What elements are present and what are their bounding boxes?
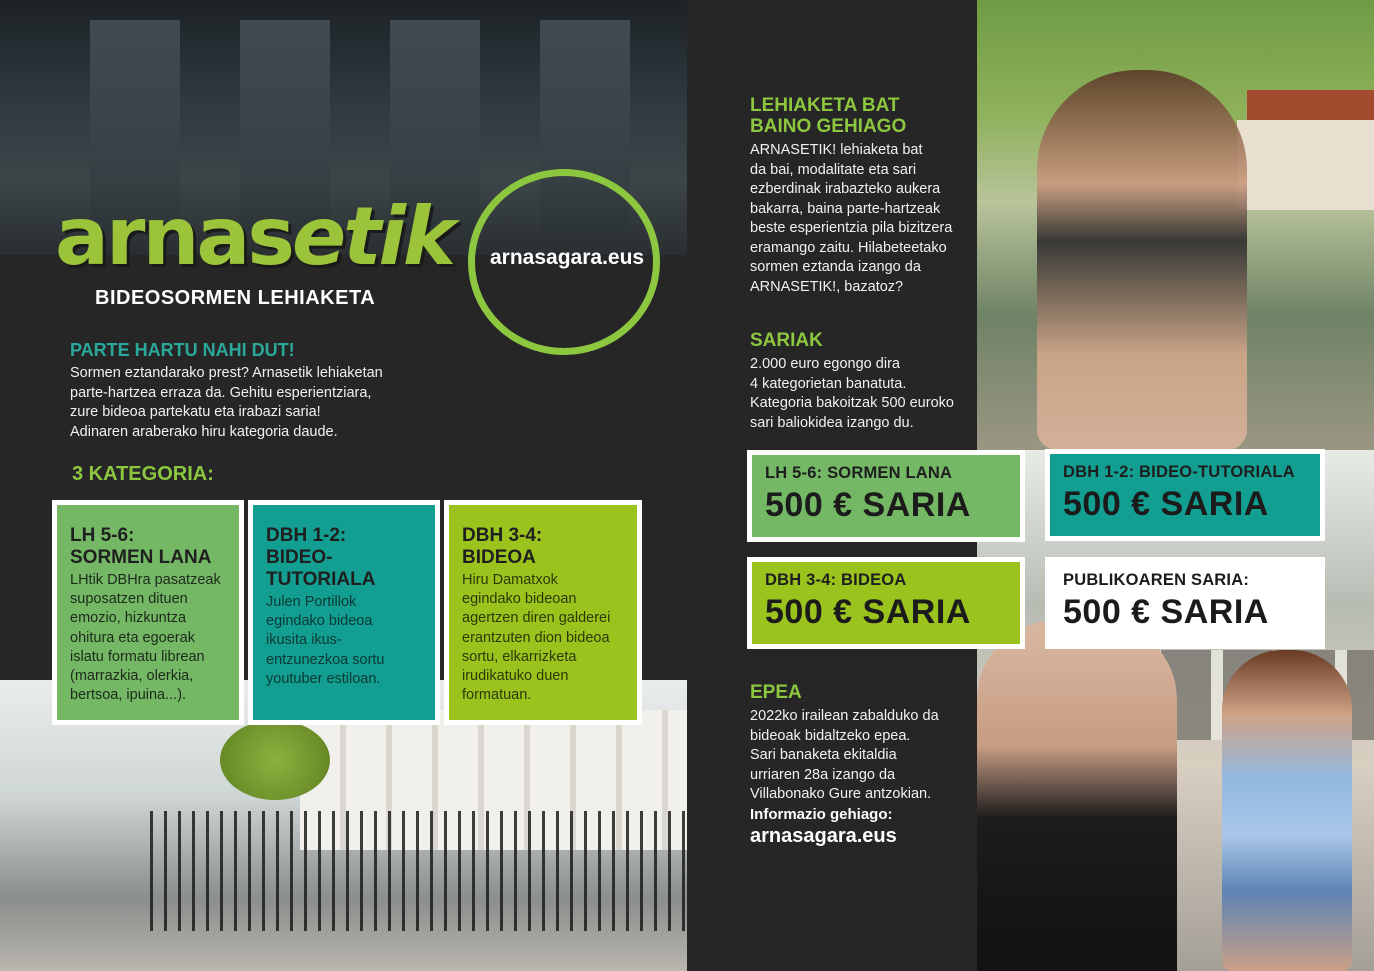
prizes-line: 2.000 euro egongo dira xyxy=(750,356,900,372)
more-line: da bai, modalitate eta sari xyxy=(750,161,917,178)
prizes-line: 4 kategorietan banatuta. xyxy=(750,375,907,392)
prize-label: LH 5-6: SORMEN LANA xyxy=(765,464,953,482)
more-heading xyxy=(750,95,990,137)
category-line: agertzen diren galderei xyxy=(462,610,611,627)
category-text xyxy=(266,593,423,689)
deadline-line: bideoak bidaltzeko epea. xyxy=(750,727,911,744)
boy-figure xyxy=(977,620,1177,971)
category-title-line: BIDEOA xyxy=(462,547,536,568)
category-line: ohitura eta egoerak xyxy=(70,629,195,646)
more-line: ezberdinak irabazteko aukera xyxy=(750,181,941,197)
category-line: Hiru Damatxok xyxy=(462,572,558,588)
arnasetik-logo xyxy=(55,190,453,283)
more-line: beste esperientzia pila bizitzera xyxy=(750,220,953,236)
category-line: sortu, elkarrizketa xyxy=(462,648,577,665)
category-card-dbh34 xyxy=(444,500,642,725)
logo-word-accent: etik xyxy=(292,190,454,283)
category-card-lh xyxy=(52,500,244,725)
category-cards xyxy=(52,500,642,725)
category-title-line: TUTORIALA xyxy=(266,569,376,590)
railing xyxy=(150,811,687,931)
category-title-line: SORMEN LANA xyxy=(70,547,212,568)
more-text xyxy=(750,141,990,297)
prize-amount: 500 € SARIA xyxy=(1063,593,1269,631)
category-line: youtuber estiloan. xyxy=(266,670,381,687)
more-heading-line: LEHIAKETA BAT xyxy=(750,95,900,116)
deadline-section xyxy=(750,682,990,848)
logo-url[interactable]: arnasagara.eus xyxy=(490,246,645,269)
logo-subtitle: BIDEOSORMEN LEHIAKETA xyxy=(95,287,376,309)
prizes-line: sari baliokidea izango du. xyxy=(750,414,914,431)
category-line: egindako bideoan xyxy=(462,591,577,608)
category-title xyxy=(462,525,625,569)
category-line: ikusita ikus- xyxy=(266,632,342,649)
prize-box-lh xyxy=(747,450,1025,542)
category-text xyxy=(70,571,227,705)
category-line: egindako bideoa xyxy=(266,613,373,630)
prize-box-public xyxy=(1045,557,1325,649)
category-title-line: LH 5-6: xyxy=(70,525,135,546)
intro-section xyxy=(70,340,430,442)
category-line: erantzuten dion bideoa xyxy=(462,629,610,646)
girl-with-phone-photo xyxy=(977,0,1374,450)
logo-word-main: arnas xyxy=(55,190,292,283)
category-title-line: DBH 1-2: xyxy=(266,525,347,546)
prizes-section xyxy=(750,330,990,433)
website-link[interactable]: arnasagara.eus xyxy=(750,824,897,847)
category-line: (marrazkia, olerkia, xyxy=(70,668,194,685)
category-title-line: BIDEO- xyxy=(266,547,333,568)
tree xyxy=(220,720,330,800)
right-page xyxy=(687,0,1374,971)
more-line: sormen eztanda izango da xyxy=(750,259,921,275)
category-text xyxy=(462,571,625,705)
category-line: suposatzen dituen xyxy=(70,591,188,608)
intro-text xyxy=(70,364,430,442)
deadline-text xyxy=(750,707,990,805)
intro-line: parte-hartzea erraza da. Gehitu esperientziara, xyxy=(70,384,372,401)
more-info-label: Informazio gehiago: xyxy=(750,805,893,823)
category-title xyxy=(266,525,423,591)
category-line: entzunezkoa sortu xyxy=(266,651,385,668)
category-line: islatu formatu librean xyxy=(70,648,205,665)
more-line: ARNASETIK!, bazatoz? xyxy=(750,278,904,295)
categories-heading: 3 KATEGORIA: xyxy=(72,463,214,485)
prize-label: DBH 3-4: BIDEOA xyxy=(765,571,907,589)
prizes-heading: SARIAK xyxy=(750,330,823,351)
category-title-line: DBH 3-4: xyxy=(462,525,543,546)
more-line: eramango zaitu. Hilabeteetako xyxy=(750,239,947,256)
prize-amount: 500 € SARIA xyxy=(765,593,971,631)
prizes-text xyxy=(750,355,990,433)
prize-label: DBH 1-2: BIDEO-TUTORIALA xyxy=(1063,463,1295,481)
category-line: bertsoa, ipuina...). xyxy=(70,687,187,704)
more-line: bakarra, baina parte-hartzeak xyxy=(750,200,941,217)
category-line: emozio, hizkuntza xyxy=(70,610,187,627)
intro-line: zure bideoa partekatu eta irabazi saria! xyxy=(70,404,321,420)
deadline-line: 2022ko irailean zabalduko da xyxy=(750,708,939,724)
more-line: ARNASETIK! lehiaketa bat xyxy=(750,142,923,158)
category-line: irudikatuko duen xyxy=(462,668,569,685)
more-heading-line: BAINO GEHIAGO xyxy=(750,116,907,137)
category-line: Julen Portillok xyxy=(266,594,357,610)
category-card-dbh12 xyxy=(248,500,440,725)
category-line: LHtik DBHra pasatzeak xyxy=(70,572,221,588)
girl-filming-figure xyxy=(1222,650,1352,971)
prize-box-dbh34 xyxy=(747,557,1025,649)
deadline-line: Villabonako Gure antzokian. xyxy=(750,786,932,802)
girl-figure xyxy=(1037,70,1247,450)
house xyxy=(1237,120,1374,210)
category-line: formatuan. xyxy=(462,687,532,704)
prize-amount: 500 € SARIA xyxy=(1063,485,1269,523)
prize-label: PUBLIKOAREN SARIA: xyxy=(1063,571,1250,589)
intro-heading: PARTE HARTU NAHI DUT! xyxy=(70,340,295,360)
prize-box-dbh12 xyxy=(1045,449,1325,541)
more-section xyxy=(750,95,990,297)
prize-amount: 500 € SARIA xyxy=(765,486,971,524)
deadline-heading: EPEA xyxy=(750,682,802,703)
category-title xyxy=(70,525,227,569)
prizes-line: Kategoria bakoitzak 500 euroko xyxy=(750,395,954,411)
intro-line: Sormen eztandarako prest? Arnasetik lehiaketan xyxy=(70,365,383,381)
intro-line: Adinaren araberako hiru kategoria daude. xyxy=(70,423,338,440)
deadline-line: Sari banaketa ekitaldia xyxy=(750,747,897,763)
deadline-line: urriaren 28a izango da xyxy=(750,766,896,783)
